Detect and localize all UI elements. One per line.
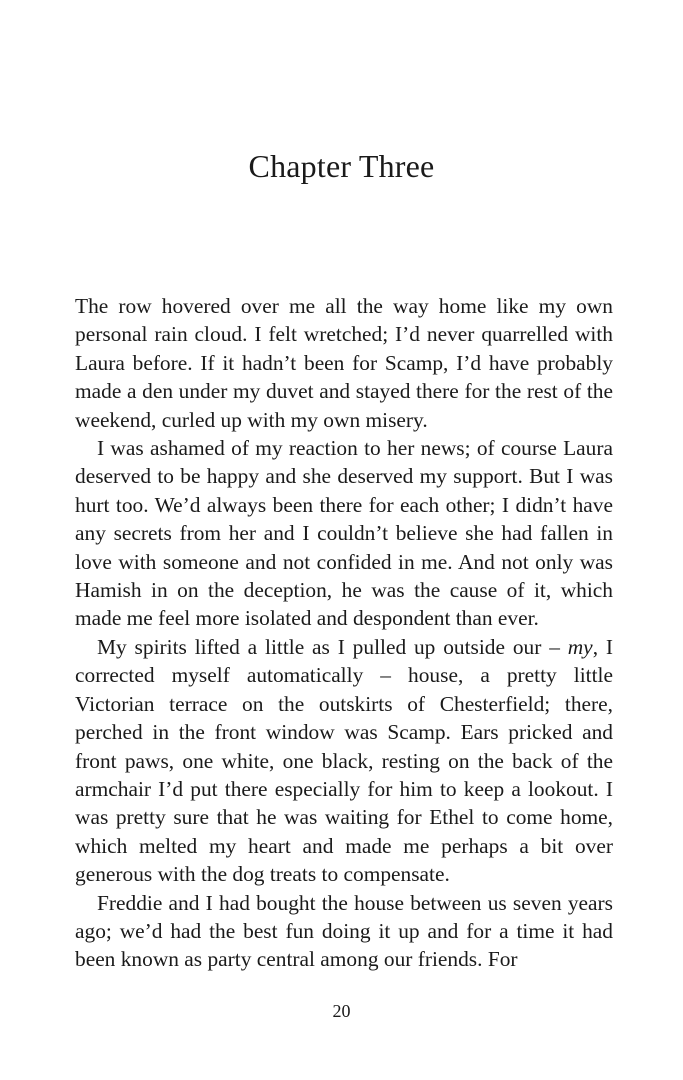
paragraph: Freddie and I had bought the house between us seven years ago; we’d had the best fun doing it up and for a time it had been known as party central among our friends. For	[75, 890, 613, 972]
paragraph-text: , I corrected myself automatically – house, a pretty little Victorian terrace on the outskirts of Chesterfield; there, perched in the front window was Scamp. Ears pricked and front paws, one white, one black, resting on the back of the armchair I’d put there especially for him to keep a lookout. I was pretty sure that he was waiting for Ethel to come home, which melted my heart and made me perhaps a bit over generous with the dog treats to compensate.	[75, 634, 613, 887]
paragraph: The row hovered over me all the way home like my own personal rain cloud. I felt wretched; I’d never quarrelled with Laura before. If it hadn’t been for Scamp, I’d have probably made a den under my duvet and stayed there for the rest of the weekend, curled up with my own misery.	[75, 294, 613, 432]
paragraph-text: My spirits lifted a little as I pulled up outside our –	[97, 634, 568, 659]
chapter-title: Chapter Three	[248, 148, 435, 184]
emphasis-text: my	[567, 634, 593, 659]
paragraph	[75, 633, 613, 889]
chapter-body	[75, 292, 613, 974]
paragraph: I was ashamed of my reaction to her news; of course Laura deserved to be happy and she deserved my support. But I was hurt too. We’d always been there for each other; I didn’t have any secrets from her and I couldn’t believe she had fallen in love with someone and not confided in me. And not only was Hamish in on the deception, he was the cause of it, which made me feel more isolated and despondent than ever.	[75, 436, 613, 631]
page-number: 20	[332, 1001, 351, 1021]
